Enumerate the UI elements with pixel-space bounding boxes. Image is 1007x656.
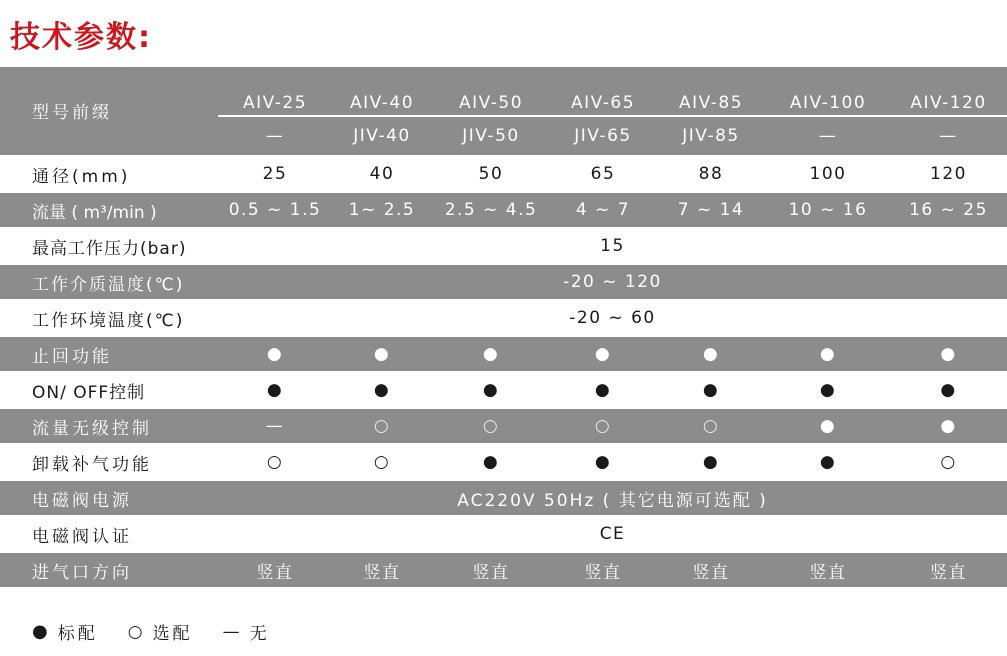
- max-pressure-label: 最高工作压力(bar): [0, 229, 218, 263]
- check-cell: ●: [432, 337, 550, 371]
- model-jiv-cell: JIV-65: [550, 117, 656, 155]
- stepless-cell: ○: [656, 409, 766, 443]
- model-jiv-cell: JIV-85: [656, 117, 766, 155]
- legend-optional: [128, 619, 193, 644]
- unload-cell: ○: [332, 445, 432, 479]
- check-label: 止回功能: [0, 337, 218, 371]
- model-aiv-cell: AIV-40: [332, 67, 432, 115]
- stepless-cell: ○: [550, 409, 656, 443]
- legend-standard: [32, 619, 98, 644]
- unload-cell: ●: [550, 445, 656, 479]
- onoff-row: [0, 373, 1007, 407]
- inlet-cell: 竖直: [656, 553, 766, 587]
- stepless-cell: —: [218, 409, 332, 443]
- unload-cell: ●: [766, 445, 890, 479]
- model-aiv-cell: AIV-85: [656, 67, 766, 115]
- inlet-label: 进气口方向: [0, 553, 218, 587]
- model-jiv-cell: JIV-40: [332, 117, 432, 155]
- medium-temp-label: 工作介质温度(℃): [0, 265, 218, 299]
- open-circle-icon: ○: [127, 621, 143, 642]
- onoff-cell: ●: [218, 373, 332, 407]
- cert-value: CE: [218, 517, 1007, 551]
- check-cell: ●: [218, 337, 332, 371]
- page-title: 技术参数:: [10, 20, 152, 55]
- model-aiv-cell: AIV-65: [550, 67, 656, 115]
- stepless-cell: ○: [332, 409, 432, 443]
- flow-cell: 7 ~ 14: [656, 193, 766, 227]
- flow-cell: 1~ 2.5: [332, 193, 432, 227]
- bore-cell: 65: [550, 157, 656, 191]
- inlet-cell: 竖直: [550, 553, 656, 587]
- bore-cell: 100: [766, 157, 890, 191]
- bore-cell: 120: [890, 157, 1007, 191]
- model-aiv-cell: AIV-120: [890, 67, 1007, 115]
- stepless-cell: ●: [766, 409, 890, 443]
- legend-standard-label: 标配: [57, 624, 98, 644]
- cert-label: 电磁阀认证: [0, 517, 218, 551]
- bore-cell: 88: [656, 157, 766, 191]
- max-pressure-row: [0, 229, 1007, 263]
- onoff-cell: ●: [890, 373, 1007, 407]
- model-jiv-cell: —: [766, 117, 890, 155]
- model-jiv-cell: —: [218, 117, 332, 155]
- inlet-row: [0, 553, 1007, 587]
- check-cell: ●: [332, 337, 432, 371]
- onoff-cell: ●: [550, 373, 656, 407]
- check-cell: ●: [550, 337, 656, 371]
- filled-circle-icon: ●: [32, 621, 48, 642]
- model-label: 型号前缀: [0, 67, 218, 155]
- legend-optional-label: 选配: [152, 624, 193, 644]
- bore-cell: 25: [218, 157, 332, 191]
- bore-label: 通径(mm): [0, 157, 218, 191]
- power-row: [0, 481, 1007, 515]
- flow-cell: 4 ~ 7: [550, 193, 656, 227]
- stepless-label: 流量无级控制: [0, 409, 218, 443]
- medium-temp-value: -20 ~ 120: [218, 265, 1007, 299]
- bore-cell: 40: [332, 157, 432, 191]
- model-jiv-cell: JIV-50: [432, 117, 550, 155]
- unload-label: 卸载补气功能: [0, 445, 218, 479]
- model-aiv-cell: AIV-25: [218, 67, 332, 115]
- cert-row: [0, 517, 1007, 551]
- inlet-cell: 竖直: [890, 553, 1007, 587]
- legend-none-label: 无: [249, 624, 270, 644]
- ambient-temp-label: 工作环境温度(℃): [0, 301, 218, 335]
- check-cell: ●: [766, 337, 890, 371]
- inlet-cell: 竖直: [332, 553, 432, 587]
- bore-row: [0, 157, 1007, 191]
- flow-cell: 2.5 ~ 4.5: [432, 193, 550, 227]
- flow-row: [0, 193, 1007, 227]
- bore-cell: 50: [432, 157, 550, 191]
- unload-cell: ●: [656, 445, 766, 479]
- flow-cell: 16 ~ 25: [890, 193, 1007, 227]
- ambient-temp-value: -20 ~ 60: [218, 301, 1007, 335]
- onoff-cell: ●: [766, 373, 890, 407]
- inlet-cell: 竖直: [218, 553, 332, 587]
- stepless-row: [0, 409, 1007, 443]
- max-pressure-value: 15: [218, 229, 1007, 263]
- check-row: [0, 337, 1007, 371]
- power-label: 电磁阀电源: [0, 481, 218, 515]
- unload-cell: ○: [890, 445, 1007, 479]
- unload-cell: ○: [218, 445, 332, 479]
- model-aiv-cell: AIV-100: [766, 67, 890, 115]
- model-jiv-cell: —: [890, 117, 1007, 155]
- medium-temp-row: [0, 265, 1007, 299]
- flow-cell: 10 ~ 16: [766, 193, 890, 227]
- flow-label: 流量 ( m³/min ): [0, 193, 218, 227]
- ambient-temp-row: [0, 301, 1007, 335]
- inlet-cell: 竖直: [766, 553, 890, 587]
- model-row: [0, 67, 1007, 115]
- stepless-cell: ●: [890, 409, 1007, 443]
- onoff-label: ON/ OFF控制: [0, 373, 218, 407]
- stepless-cell: ○: [432, 409, 550, 443]
- onoff-cell: ●: [432, 373, 550, 407]
- onoff-cell: ●: [332, 373, 432, 407]
- power-value: AC220V 50Hz ( 其它电源可选配 ): [218, 481, 1007, 515]
- check-cell: ●: [890, 337, 1007, 371]
- legend-none: [223, 619, 270, 644]
- dash-icon: —: [222, 621, 240, 642]
- inlet-cell: 竖直: [432, 553, 550, 587]
- unload-cell: ●: [432, 445, 550, 479]
- onoff-cell: ●: [656, 373, 766, 407]
- spec-table: [0, 65, 1007, 589]
- flow-cell: 0.5 ~ 1.5: [218, 193, 332, 227]
- model-aiv-cell: AIV-50: [432, 67, 550, 115]
- check-cell: ●: [656, 337, 766, 371]
- unload-row: [0, 445, 1007, 479]
- legend: [32, 619, 300, 644]
